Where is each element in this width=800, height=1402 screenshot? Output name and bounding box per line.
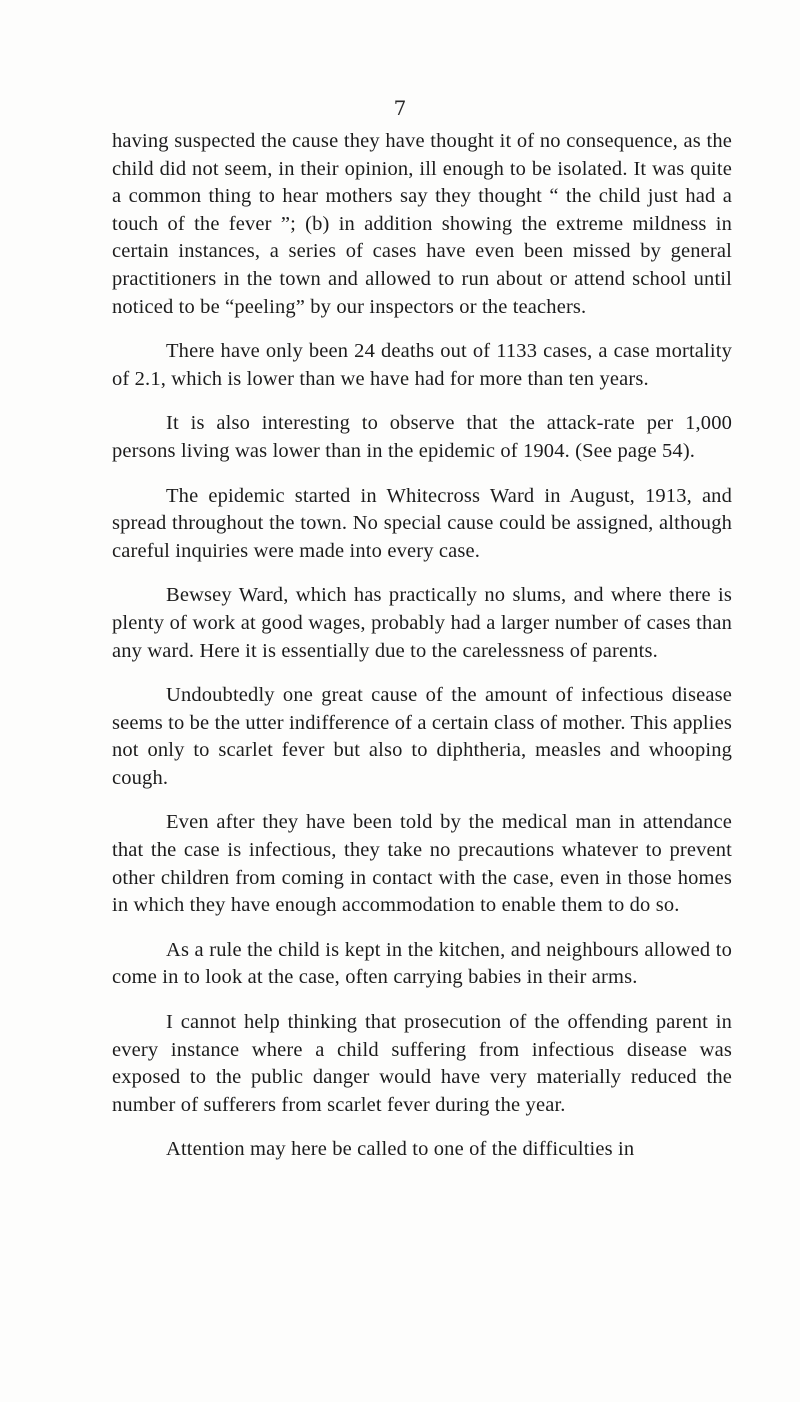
- paragraph-precautions: Even after they have been told by the medical man in attendance that the case is infectious, they take no precautions whatever to prevent other children from coming in contact with the case, even in those homes in which they have enough accommodation to enable them to do so.: [112, 811, 732, 917]
- paragraph-epidemic-start: The epidemic started in Whitecross Ward in August, 1913, and spread throughout the town. No special cause could be assigned, although careful inquiries were made into every case.: [112, 484, 732, 562]
- paragraph-attention: Attention may here be called to one of the difficulties in: [166, 1138, 635, 1161]
- paragraph-continued: having suspected the cause they have thought it of no consequence, as the child did not seem, in their opinion, ill enough to be isolated. It was quite a common thing to hear mothers say they thought “ the child just had a touch of the fever ”; (b) in addition showing the extreme mildness in certain instances, a series of cases have even been missed by general practitioners in the town and allowed to run about or attend school until noticed to be “peeling” by our inspectors or the teachers.: [112, 130, 732, 318]
- paragraph-indifference: Undoubtedly one great cause of the amount of infectious disease seems to be the utter indifference of a certain class of mother. This applies not only to scarlet fever but also to diphtheria, measles and whooping cough.: [112, 684, 732, 789]
- paragraph-deaths: There have only been 24 deaths out of 1133 cases, a case mortality of 2.1, which is lower than we have had for more than ten years.: [112, 340, 732, 390]
- paragraph-prosecution: I cannot help thinking that prosecution of the offending parent in every instance where a child suffering from infectious disease was exposed to the public danger would have very materially reduced the number of sufferers from scarlet fever during the year.: [112, 1011, 732, 1116]
- body-text: [112, 128, 732, 1181]
- paragraph-attack-rate: It is also interesting to observe that the attack-rate per 1,000 persons living was lower than in the epidemic of 1904. (See page 54).: [112, 412, 732, 462]
- paragraph-kitchen: As a rule the child is kept in the kitchen, and neighbours allowed to come in to look at the case, often carrying babies in their arms.: [112, 938, 732, 989]
- page-number: 7: [393, 96, 407, 120]
- paragraph-bewsey-ward: Bewsey Ward, which has practically no slums, and where there is plenty of work at good wages, probably had a larger number of cases than any ward. Here it is essentially due to the carelessness of parents.: [112, 584, 732, 662]
